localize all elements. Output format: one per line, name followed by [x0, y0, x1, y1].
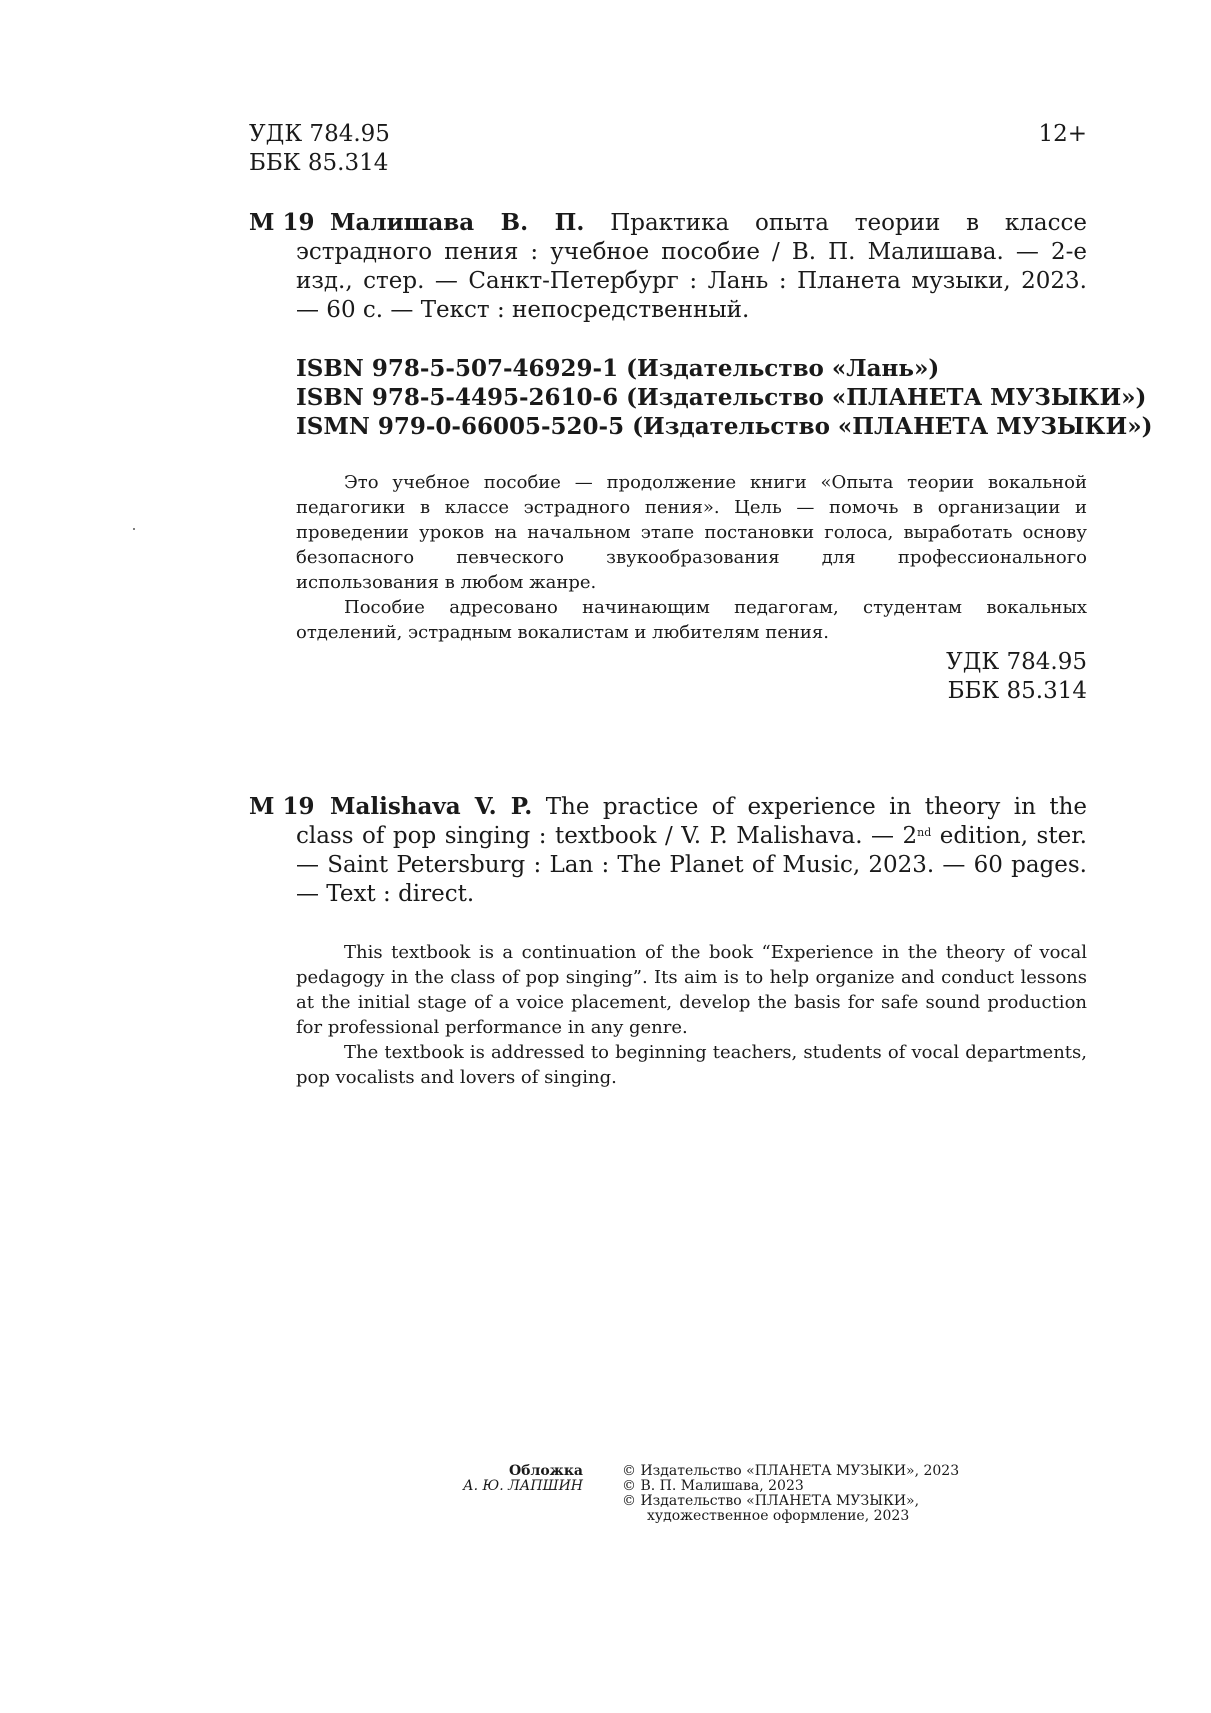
- annotation-ru: [296, 470, 1087, 645]
- ismn-line: ISMN 979-0-66005-520-5 (Издательство «ПЛАНЕТА МУЗЫКИ»): [296, 413, 1153, 440]
- bbk-code: ББК 85.314: [249, 150, 389, 176]
- cover-credit: [463, 1464, 583, 1494]
- entry-text: The practice of experience in theory in the class of pop singing : textbook / V. P. Malishava. — 2: [296, 794, 1087, 849]
- age-rating: 12+: [1038, 121, 1087, 147]
- udk-code: УДК 784.95: [249, 121, 390, 147]
- author-name: Malishava V. P.: [330, 793, 533, 820]
- isbn-line: ISBN 978-5-4495-2610-6 (Издательство «ПЛАНЕТА МУЗЫКИ»): [296, 384, 1147, 411]
- entry-text: Практика опыта теории в классе эстрадного пения : учебное пособие / В. П. Малишава. — 2-е изд., стер. — Санкт-Петербург : Лань : Планета музыки, 2023. — 60 с. — Текст : непосредственный.: [296, 210, 1087, 323]
- classification-codes-top: [249, 120, 390, 178]
- copyright-line: © Издательство «ПЛАНЕТА МУЗЫКИ»,: [622, 1493, 920, 1509]
- annotation-en: [296, 940, 1087, 1090]
- annotation-paragraph: The textbook is addressed to beginning teachers, students of vocal departments, pop vocalists and lovers of singing.: [296, 1042, 1087, 1088]
- ordinal-suffix: nd: [917, 826, 932, 839]
- copyright-line: © В. П. Малишава, 2023: [622, 1478, 804, 1494]
- entry-text: edition, ster. — Saint Petersburg : Lan : The Planet of Music, 2023. — 60 pages. — Text : direct.: [296, 823, 1087, 907]
- copyright-line-continuation: художественное оформление, 2023: [647, 1508, 910, 1524]
- annotation-paragraph: Пособие адресовано начинающим педагогам, студентам вокальных отделений, эстрадным вокалистам и любителям пения.: [296, 597, 1087, 643]
- isbn-list: [296, 354, 1152, 441]
- annotation-paragraph: Это учебное пособие — продолжение книги «Опыта теории вокальной педагогики в классе эстрадного пения». Цель — помочь в организации и проведении уроков на начальном этапе постановки голоса, выработать основу безопасного певческого звукообразования для профессионального использования в любом жанре.: [296, 472, 1087, 593]
- catalog-mark: М 19: [249, 209, 315, 236]
- bibliographic-entry-ru: [249, 208, 1087, 325]
- author-name: Малишава В. П.: [330, 209, 585, 236]
- udk-code: УДК 784.95: [946, 649, 1087, 675]
- copyright-line: © Издательство «ПЛАНЕТА МУЗЫКИ», 2023: [622, 1463, 960, 1479]
- isbn-line: ISBN 978-5-507-46929-1 (Издательство «Лань»): [296, 355, 940, 382]
- bibliographic-entry-en: [249, 792, 1087, 909]
- bbk-code: ББК 85.314: [947, 678, 1087, 704]
- cover-label: Обложка: [508, 1463, 583, 1479]
- copyright-block: [622, 1464, 959, 1524]
- annotation-paragraph: This textbook is a continuation of the book “Experience in the theory of vocal pedagogy in the class of pop singing”. Its aim is to help organize and conduct lessons at the initial stage of a voice placement, develop the basis for safe sound production for professional performance in any genre.: [296, 942, 1087, 1038]
- cover-artist: А. Ю. ЛАПШИН: [463, 1478, 583, 1494]
- catalog-mark: М 19: [249, 793, 315, 820]
- speck-mark: [133, 528, 135, 530]
- classification-codes-bottom: [946, 648, 1087, 706]
